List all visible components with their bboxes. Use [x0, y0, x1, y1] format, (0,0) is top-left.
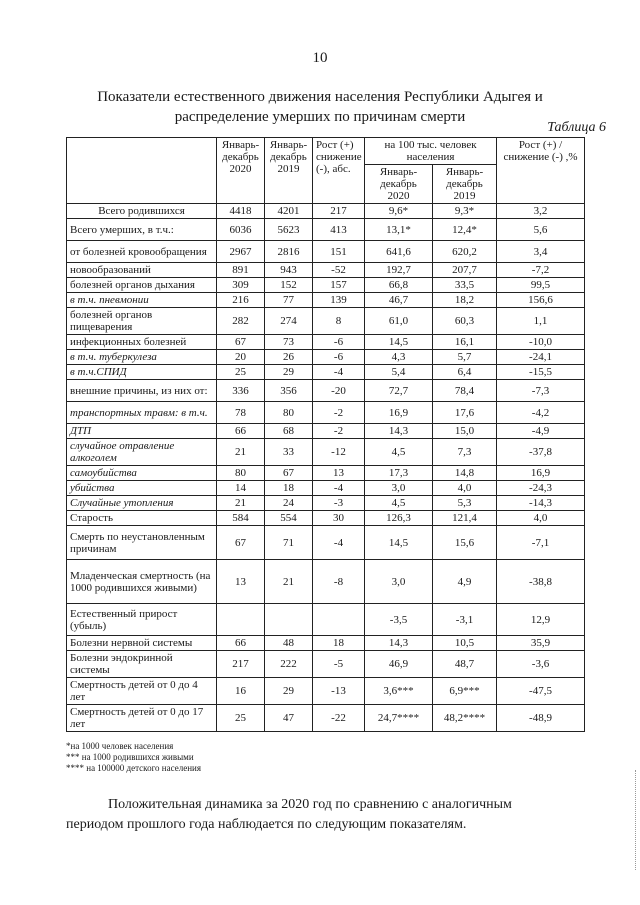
header-per-100k-2019: Январь-декабрь 2019 — [433, 165, 497, 204]
cell-value-2019: 73 — [265, 335, 313, 350]
cell-name: Смертность детей от 0 до 4 лет — [67, 678, 217, 705]
cell-value-2020: 13 — [217, 560, 265, 604]
header-indicator — [67, 138, 217, 204]
cell-rate-2020: 4,5 — [365, 496, 433, 511]
cell-value-2020: 67 — [217, 526, 265, 560]
cell-value-2020: 2967 — [217, 241, 265, 263]
cell-growth-pct: 4,0 — [497, 511, 585, 526]
cell-value-2020: 282 — [217, 308, 265, 335]
cell-value-2020: 25 — [217, 365, 265, 380]
cell-value-2020: 25 — [217, 705, 265, 732]
cell-rate-2020: 17,3 — [365, 466, 433, 481]
cell-value-2020: 336 — [217, 380, 265, 402]
cell-name: ДТП — [67, 424, 217, 439]
header-jan-dec-2019: Январь-декабрь 2019 — [265, 138, 313, 204]
cell-value-2019: 48 — [265, 636, 313, 651]
cell-growth-pct: 99,5 — [497, 278, 585, 293]
cell-growth-pct: -37,8 — [497, 439, 585, 466]
margin-dotted-line — [634, 770, 636, 870]
cell-rate-2019: 60,3 — [433, 308, 497, 335]
cell-growth-abs: -13 — [313, 678, 365, 705]
cell-rate-2019: 15,0 — [433, 424, 497, 439]
cell-value-2019: 5623 — [265, 219, 313, 241]
cell-value-2020: 309 — [217, 278, 265, 293]
cell-value-2020: 21 — [217, 439, 265, 466]
cell-growth-pct: -7,1 — [497, 526, 585, 560]
cell-value-2020: 216 — [217, 293, 265, 308]
cell-value-2019: 21 — [265, 560, 313, 604]
cell-growth-abs: -5 — [313, 651, 365, 678]
table-row — [67, 278, 585, 293]
cell-value-2019: 47 — [265, 705, 313, 732]
cell-growth-abs: -2 — [313, 402, 365, 424]
cell-rate-2020: 14,3 — [365, 636, 433, 651]
cell-name: новообразований — [67, 263, 217, 278]
cell-value-2020: 14 — [217, 481, 265, 496]
cell-growth-abs: -20 — [313, 380, 365, 402]
cell-name: Младенческая смертность (на 1000 родившихся живыми) — [67, 560, 217, 604]
cell-growth-abs: -4 — [313, 365, 365, 380]
table-row — [67, 402, 585, 424]
cell-value-2019: 29 — [265, 365, 313, 380]
cell-rate-2019: 7,3 — [433, 439, 497, 466]
cell-name: Всего умерших, в т.ч.: — [67, 219, 217, 241]
cell-growth-pct: -3,6 — [497, 651, 585, 678]
cell-rate-2020: 3,6*** — [365, 678, 433, 705]
cell-name: внешние причины, из них от: — [67, 380, 217, 402]
cell-value-2020 — [217, 604, 265, 636]
cell-growth-pct: -15,5 — [497, 365, 585, 380]
cell-rate-2019: 12,4* — [433, 219, 497, 241]
cell-rate-2019: 16,1 — [433, 335, 497, 350]
cell-growth-pct: -24,3 — [497, 481, 585, 496]
page-number: 10 — [312, 50, 328, 66]
cell-growth-pct: -7,2 — [497, 263, 585, 278]
cell-value-2020: 67 — [217, 335, 265, 350]
table-row — [67, 511, 585, 526]
cell-growth-pct: 156,6 — [497, 293, 585, 308]
cell-name: в т.ч. пневмонии — [67, 293, 217, 308]
cell-growth-pct: -4,9 — [497, 424, 585, 439]
paragraph-line-2: периодом прошлого года наблюдается по следующим показателям. — [66, 817, 467, 832]
cell-name: самоубийства — [67, 466, 217, 481]
cell-rate-2019: 121,4 — [433, 511, 497, 526]
cell-rate-2020: 46,7 — [365, 293, 433, 308]
table-title — [60, 87, 580, 127]
table-row — [67, 335, 585, 350]
cell-name: от болезней кровообращения — [67, 241, 217, 263]
cell-rate-2019: 4,9 — [433, 560, 497, 604]
header-per-100k: на 100 тыс. человек населения — [365, 138, 497, 165]
cell-rate-2020: 16,9 — [365, 402, 433, 424]
cell-rate-2020: 13,1* — [365, 219, 433, 241]
cell-value-2019: 71 — [265, 526, 313, 560]
table-row — [67, 293, 585, 308]
cell-growth-abs: -6 — [313, 335, 365, 350]
cell-rate-2019: 4,0 — [433, 481, 497, 496]
cell-rate-2019: 33,5 — [433, 278, 497, 293]
cell-growth-abs: -4 — [313, 526, 365, 560]
cell-growth-pct: -14,3 — [497, 496, 585, 511]
cell-value-2019: 554 — [265, 511, 313, 526]
cell-name: Смертность детей от 0 до 17 лет — [67, 705, 217, 732]
cell-value-2019: 4201 — [265, 204, 313, 219]
cell-rate-2019: 48,2**** — [433, 705, 497, 732]
cell-rate-2020: 24,7**** — [365, 705, 433, 732]
cell-rate-2019: -3,1 — [433, 604, 497, 636]
cell-growth-abs: -4 — [313, 481, 365, 496]
cell-value-2020: 78 — [217, 402, 265, 424]
cell-growth-abs: -2 — [313, 424, 365, 439]
table-row — [67, 263, 585, 278]
cell-growth-pct: -7,3 — [497, 380, 585, 402]
title-line-2: распределение умерших по причинам смерти — [174, 109, 466, 125]
table-row — [67, 560, 585, 604]
cell-value-2019: 77 — [265, 293, 313, 308]
table-row — [67, 466, 585, 481]
cell-growth-pct: 1,1 — [497, 308, 585, 335]
cell-name: убийства — [67, 481, 217, 496]
cell-growth-abs: -8 — [313, 560, 365, 604]
cell-rate-2019: 207,7 — [433, 263, 497, 278]
cell-value-2019: 2816 — [265, 241, 313, 263]
header-per-100k-2020: Январь-декабрь 2020 — [365, 165, 433, 204]
cell-value-2020: 6036 — [217, 219, 265, 241]
statistics-table — [66, 137, 585, 732]
table-row — [67, 705, 585, 732]
cell-value-2019: 356 — [265, 380, 313, 402]
cell-growth-pct: -10,0 — [497, 335, 585, 350]
header-growth-pct: Рост (+) / снижение (-) ,% — [497, 138, 585, 204]
cell-rate-2020: 9,6* — [365, 204, 433, 219]
cell-rate-2020: 5,4 — [365, 365, 433, 380]
cell-value-2019 — [265, 604, 313, 636]
cell-growth-pct: 3,4 — [497, 241, 585, 263]
cell-name: Болезни эндокринной системы — [67, 651, 217, 678]
cell-rate-2019: 6,9*** — [433, 678, 497, 705]
table-row — [67, 219, 585, 241]
cell-growth-abs: 151 — [313, 241, 365, 263]
cell-rate-2020: 14,5 — [365, 335, 433, 350]
table-row — [67, 241, 585, 263]
cell-name: в т.ч. туберкулеза — [67, 350, 217, 365]
cell-value-2019: 80 — [265, 402, 313, 424]
cell-rate-2019: 15,6 — [433, 526, 497, 560]
cell-value-2019: 18 — [265, 481, 313, 496]
cell-rate-2020: 4,3 — [365, 350, 433, 365]
cell-growth-pct: -24,1 — [497, 350, 585, 365]
cell-rate-2020: 3,0 — [365, 481, 433, 496]
table-row — [67, 604, 585, 636]
cell-rate-2020: 126,3 — [365, 511, 433, 526]
cell-growth-pct: -4,2 — [497, 402, 585, 424]
cell-growth-abs: 8 — [313, 308, 365, 335]
cell-name: Всего родившихся — [67, 204, 217, 219]
cell-value-2020: 66 — [217, 636, 265, 651]
cell-rate-2019: 620,2 — [433, 241, 497, 263]
cell-growth-abs: -3 — [313, 496, 365, 511]
cell-value-2019: 68 — [265, 424, 313, 439]
cell-rate-2019: 18,2 — [433, 293, 497, 308]
cell-growth-abs — [313, 604, 365, 636]
cell-value-2019: 943 — [265, 263, 313, 278]
cell-value-2020: 4418 — [217, 204, 265, 219]
cell-name: Смерть по неустановленным причинам — [67, 526, 217, 560]
cell-name: Естественный прирост (убыль) — [67, 604, 217, 636]
cell-rate-2020: 4,5 — [365, 439, 433, 466]
table-row — [67, 350, 585, 365]
cell-rate-2019: 6,4 — [433, 365, 497, 380]
cell-rate-2019: 5,3 — [433, 496, 497, 511]
cell-growth-abs: -6 — [313, 350, 365, 365]
table-row — [67, 678, 585, 705]
cell-rate-2020: 46,9 — [365, 651, 433, 678]
cell-growth-pct: -47,5 — [497, 678, 585, 705]
cell-rate-2020: 61,0 — [365, 308, 433, 335]
cell-value-2019: 274 — [265, 308, 313, 335]
cell-growth-pct: 35,9 — [497, 636, 585, 651]
cell-growth-pct: 12,9 — [497, 604, 585, 636]
cell-rate-2019: 48,7 — [433, 651, 497, 678]
cell-name: транспортных травм: в т.ч. — [67, 402, 217, 424]
cell-rate-2020: 14,3 — [365, 424, 433, 439]
cell-rate-2020: 641,6 — [365, 241, 433, 263]
cell-name: болезней органов дыхания — [67, 278, 217, 293]
title-line-1: Показатели естественного движения населения Республики Адыгея и — [97, 89, 543, 105]
footnote-2: *** на 1000 родившихся живыми — [66, 752, 194, 762]
footnote-3: **** на 100000 детского населения — [66, 763, 201, 773]
cell-name: в т.ч.СПИД — [67, 365, 217, 380]
cell-value-2019: 152 — [265, 278, 313, 293]
cell-rate-2020: -3,5 — [365, 604, 433, 636]
cell-growth-pct: -38,8 — [497, 560, 585, 604]
table-row — [67, 481, 585, 496]
cell-growth-abs: -22 — [313, 705, 365, 732]
cell-rate-2019: 17,6 — [433, 402, 497, 424]
paragraph-line-1: Положительная динамика за 2020 год по сравнению с аналогичным — [108, 797, 512, 812]
cell-growth-abs: -12 — [313, 439, 365, 466]
cell-value-2020: 891 — [217, 263, 265, 278]
header-jan-dec-2020: Январь-декабрь 2020 — [217, 138, 265, 204]
cell-value-2019: 67 — [265, 466, 313, 481]
cell-name: инфекционных болезней — [67, 335, 217, 350]
cell-value-2020: 80 — [217, 466, 265, 481]
cell-growth-pct: -48,9 — [497, 705, 585, 732]
table-body — [67, 204, 585, 732]
cell-value-2020: 16 — [217, 678, 265, 705]
cell-rate-2020: 192,7 — [365, 263, 433, 278]
cell-growth-abs: 217 — [313, 204, 365, 219]
cell-growth-abs: 139 — [313, 293, 365, 308]
cell-name: болезней органов пищеварения — [67, 308, 217, 335]
cell-value-2020: 21 — [217, 496, 265, 511]
cell-rate-2019: 78,4 — [433, 380, 497, 402]
table-row — [67, 636, 585, 651]
footnotes — [66, 741, 201, 774]
body-paragraph — [66, 795, 586, 835]
table-row — [67, 380, 585, 402]
table-row — [67, 424, 585, 439]
cell-rate-2019: 14,8 — [433, 466, 497, 481]
cell-growth-pct: 3,2 — [497, 204, 585, 219]
cell-name: Старость — [67, 511, 217, 526]
cell-growth-abs: 13 — [313, 466, 365, 481]
cell-growth-abs: 157 — [313, 278, 365, 293]
table-row — [67, 526, 585, 560]
cell-rate-2019: 10,5 — [433, 636, 497, 651]
cell-value-2019: 26 — [265, 350, 313, 365]
cell-rate-2020: 72,7 — [365, 380, 433, 402]
cell-growth-pct: 5,6 — [497, 219, 585, 241]
cell-value-2019: 29 — [265, 678, 313, 705]
cell-name: Случайные утопления — [67, 496, 217, 511]
cell-rate-2020: 66,8 — [365, 278, 433, 293]
table-label: Таблица 6 — [547, 120, 606, 135]
cell-rate-2019: 5,7 — [433, 350, 497, 365]
cell-value-2019: 222 — [265, 651, 313, 678]
table-row — [67, 308, 585, 335]
cell-growth-abs: 30 — [313, 511, 365, 526]
cell-rate-2019: 9,3* — [433, 204, 497, 219]
header-growth-abs: Рост (+) снижение (-), абс. — [313, 138, 365, 204]
cell-rate-2020: 3,0 — [365, 560, 433, 604]
header-row-1 — [67, 138, 585, 165]
cell-value-2020: 66 — [217, 424, 265, 439]
cell-value-2020: 20 — [217, 350, 265, 365]
footnote-1: *на 1000 человек населения — [66, 741, 174, 751]
table-row — [67, 496, 585, 511]
cell-name: Болезни нервной системы — [67, 636, 217, 651]
cell-rate-2020: 14,5 — [365, 526, 433, 560]
cell-value-2020: 217 — [217, 651, 265, 678]
cell-growth-abs: 413 — [313, 219, 365, 241]
cell-growth-abs: 18 — [313, 636, 365, 651]
table-row — [67, 204, 585, 219]
cell-value-2019: 24 — [265, 496, 313, 511]
table-row — [67, 651, 585, 678]
table-row — [67, 439, 585, 466]
cell-growth-pct: 16,9 — [497, 466, 585, 481]
cell-value-2020: 584 — [217, 511, 265, 526]
cell-growth-abs: -52 — [313, 263, 365, 278]
cell-value-2019: 33 — [265, 439, 313, 466]
cell-name: случайное отравление алкоголем — [67, 439, 217, 466]
table-row — [67, 365, 585, 380]
